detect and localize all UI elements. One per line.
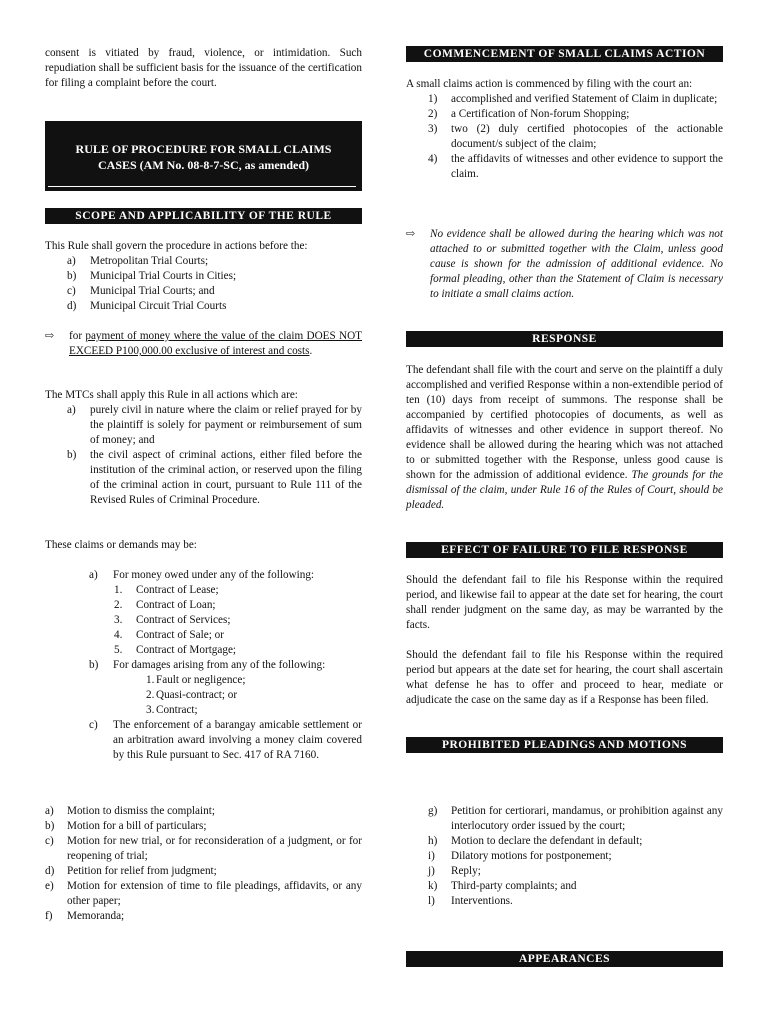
list-item: c) Motion for new trial, or for reconsideration of a judgment, or for reopening of trial;	[45, 835, 362, 862]
list-item: 5. Contract of Mortgage;	[114, 644, 237, 656]
right-column	[406, 0, 723, 1024]
claim-limit-text: payment of money where the value of the claim DOES NOT EXCEED P100,000.00 exclusive of interest and costs	[69, 330, 362, 357]
list-item: 3) two (2) duly certified photocopies of the actionable document/s subject of the claim;	[428, 123, 723, 150]
response-heading: RESPONSE	[406, 331, 723, 347]
left-column	[45, 0, 362, 1024]
list-item: f) Memoranda;	[45, 910, 125, 922]
list-item: 4) the affidavits of witnesses and other evidence to support the claim.	[428, 153, 723, 180]
failure-paragraph-1: Should the defendant fail to file his Response within the required period, and likewise fail to appear at the date set for hearing, the court shall render judgment on the same day, as may be warranted by the facts.	[406, 574, 723, 631]
claims-intro: These claims or demands may be:	[45, 539, 197, 551]
commencement-intro: A small claims action is commenced by filing with the court an:	[406, 78, 693, 90]
scope-intro: This Rule shall govern the procedure in actions before the:	[45, 240, 308, 252]
claim-c-text: The enforcement of a barangay amicable settlement or an arbitration award involving a money claim covered by this Rule pursuant to Sec. 417 of RA 7160.	[113, 719, 362, 761]
arrow-right-icon: ⇨	[45, 330, 55, 342]
scope-heading: SCOPE AND APPLICABILITY OF THE RULE	[45, 208, 362, 224]
evidence-note	[406, 227, 723, 302]
mtc-intro: The MTCs shall apply this Rule in all actions which are:	[45, 389, 298, 401]
appearances-heading: APPEARANCES	[406, 951, 723, 967]
commencement-list	[406, 92, 723, 182]
contracts-list	[114, 583, 362, 658]
damages-list	[146, 673, 362, 718]
claim-a-text: For money owed under any of the following:	[113, 569, 315, 581]
list-item: 2) a Certification of Non-forum Shopping;	[428, 108, 630, 120]
list-item: d) Municipal Circuit Trial Courts	[67, 300, 227, 312]
list-item: g) Petition for certiorari, mandamus, or prohibition against any interlocutory order issued by the court;	[428, 805, 723, 832]
value-note: ⇨ for payment of money where the value of the claim DOES NOT EXCEED P100,000.00 exclusive of interest and costs.	[45, 330, 362, 357]
claim-b-text: For damages arising from any of the following:	[113, 659, 326, 671]
evidence-note-text: No evidence shall be allowed during the hearing which was not attached to or submitted together with the Claim, unless good cause is shown for the admission of additional evidence. No formal pleading, other than the Statement of Claim is necessary to initiate a small claims action.	[430, 228, 723, 300]
list-item: b) the civil aspect of criminal actions, either filed before the institution of the criminal action, or reserved upon the filing of the criminal action in court, pursuant to Rule 111 of the Revised Rules of Criminal Procedure.	[67, 449, 362, 506]
rule-title-box	[45, 121, 362, 191]
list-item: i) Dilatory motions for postponement;	[428, 850, 612, 862]
courts-list	[45, 254, 362, 314]
list-item: a) purely civil in nature where the claim or relief prayed for by the plaintiff is solely for payment or reimbursement of sum of money; and	[67, 404, 362, 446]
failure-paragraph-2: Should the defendant fail to file his Response within the required period but appears at the date set for hearing, the court shall ascertain what defense he has to offer and proceed to hear, mediate or adjudicate the case on the same day as if a Response has been filed.	[406, 649, 723, 706]
list-item: h) Motion to declare the defendant in default;	[428, 835, 643, 847]
list-item: 4. Contract of Sale; or	[114, 629, 224, 641]
prohibited-list-left	[45, 804, 362, 924]
list-item: 3. Contract of Services;	[114, 614, 231, 626]
mtc-list	[45, 403, 362, 508]
list-item: 1. Fault or negligence;	[146, 674, 246, 686]
list-item: a) Metropolitan Trial Courts;	[67, 255, 209, 267]
failure-heading: EFFECT OF FAILURE TO FILE RESPONSE	[406, 542, 723, 558]
list-item: l) Interventions.	[428, 895, 513, 907]
list-item: a) Motion to dismiss the complaint;	[45, 805, 215, 817]
list-item: b) Municipal Trial Courts in Cities;	[67, 270, 237, 282]
arrow-right-icon: ⇨	[406, 228, 416, 240]
prohibited-list-right	[406, 804, 723, 909]
list-item: 2. Contract of Loan;	[114, 599, 216, 611]
list-item: 2. Quasi-contract; or	[146, 689, 238, 701]
response-paragraph: The defendant shall file with the court and serve on the plaintiff a duly accomplished and verified Response within a non-extendible period of ten (10) days from receipt of summons. The response shall be accompanied by certified photocopies of documents, as well as affidavits of witnesses and other evidence in support thereof. No evidence shall be allowed during the hearing which was not attached to or submitted together with the Response, unless good cause is shown for the admission of additional evidence. The grounds for the dismissal of the claim, under Rule 16 of the Rules of Court, should be pleaded.	[406, 364, 724, 511]
list-item: 3. Contract;	[146, 704, 198, 716]
prohibited-heading: PROHIBITED PLEADINGS AND MOTIONS	[406, 737, 723, 753]
list-item: 1) accomplished and verified Statement of Claim in duplicate;	[428, 93, 718, 105]
intro-paragraph: consent is vitiated by fraud, violence, or intimidation. Such repudiation shall be sufficient basis for the issuance of the certification for filing a complaint before the court.	[45, 47, 362, 89]
commencement-heading: COMMENCEMENT OF SMALL CLAIMS ACTION	[406, 46, 723, 62]
list-item: k) Third-party complaints; and	[428, 880, 577, 892]
claims-list: a) For money owed under any of the following: 1. Contract of Lease; 2. Contract of Loan; 3. Contract of Services; 4. Contract of Sale; or 5. Contract of Mortgage; b) For damages arising from any of the following: 1. Fault or negligence; 2. Quasi-contract; or 3. Contract; c) The enforcement of a barangay amicable settlement or an arbitration award involving a money claim covered by this Rule pursuant to Sec. 417 of RA 7160.	[89, 569, 362, 761]
list-item: j) Reply;	[428, 865, 481, 877]
list-item: d) Petition for relief from judgment;	[45, 865, 217, 877]
list-item: c) Municipal Trial Courts; and	[67, 285, 215, 297]
title-underline	[48, 186, 356, 187]
rule-title: RULE OF PROCEDURE FOR SMALL CLAIMS CASES (AM No. 08-8-7-SC, as amended)	[75, 142, 332, 172]
list-item: e) Motion for extension of time to file pleadings, affidavits, or any other paper;	[45, 880, 362, 907]
list-item: b) Motion for a bill of particulars;	[45, 820, 207, 832]
list-item: 1. Contract of Lease;	[114, 584, 219, 596]
